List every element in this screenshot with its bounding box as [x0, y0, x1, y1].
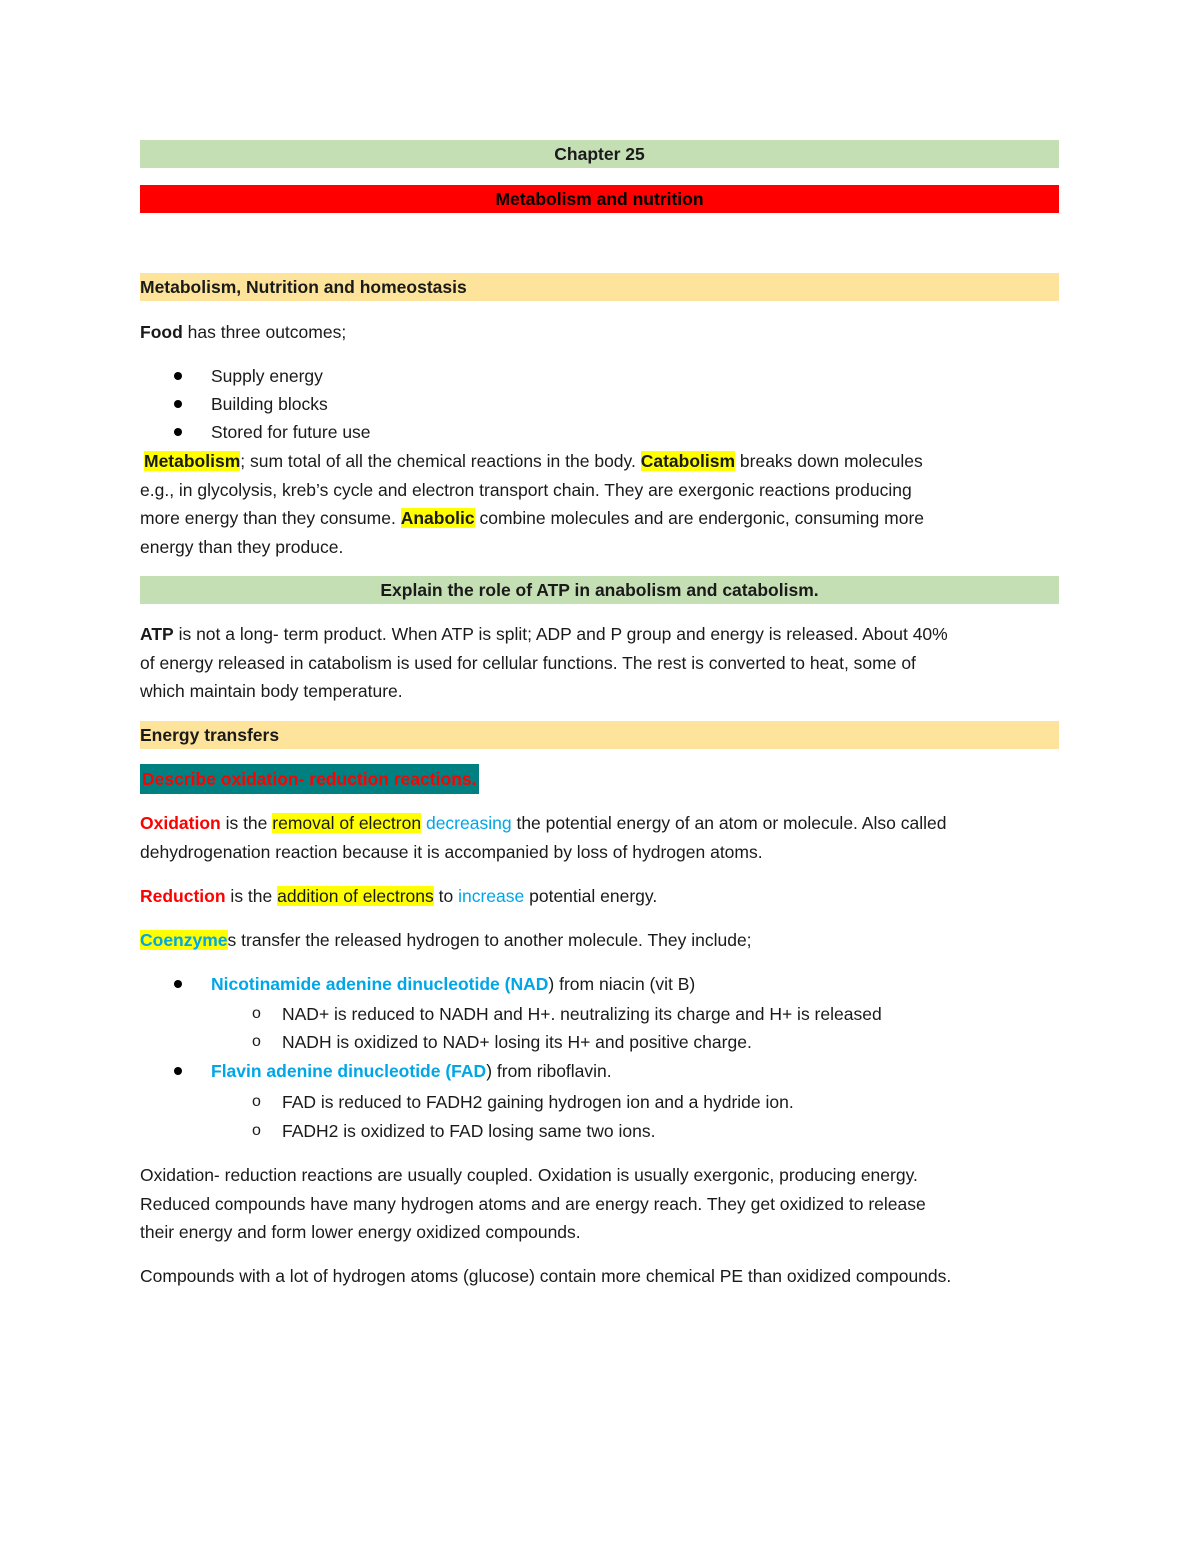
term-atp: ATP [140, 624, 174, 644]
text-run: more energy than they consume. [140, 508, 401, 528]
food-term: Food [140, 322, 183, 342]
section-heading-energy: Energy transfers [140, 721, 1059, 749]
paragraph-line [144, 447, 1063, 476]
highlight-removal: removal of electron [272, 813, 422, 833]
term-nad: Nicotinamide adenine dinucleotide (NAD [211, 974, 549, 994]
chapter-title: Chapter 25 [140, 140, 1059, 168]
circle-bullet-icon: o [252, 1093, 261, 1110]
term-metabolism: Metabolism [144, 451, 241, 471]
chapter-subtitle: Metabolism and nutrition [140, 185, 1059, 213]
term-decreasing: decreasing [425, 813, 512, 833]
sub-list-item: FAD is reduced to FADH2 gaining hydrogen ion and a hydride ion. [282, 1092, 794, 1112]
atp-paragraph [140, 620, 1059, 706]
section-heading-metabolism: Metabolism, Nutrition and homeostasis [140, 273, 1059, 301]
bullet-icon [174, 372, 182, 380]
text-run: combine molecules and are endergonic, consuming more [474, 508, 925, 528]
text-run: is the [225, 886, 278, 906]
term-reduction: Reduction [140, 886, 226, 906]
sub-list-item: NADH is oxidized to NAD+ losing its H+ and positive charge. [282, 1032, 752, 1052]
text-run: ) from riboflavin. [486, 1061, 612, 1081]
paragraph-line [140, 504, 1063, 533]
metabolism-paragraph [140, 447, 1063, 561]
circle-bullet-icon: o [252, 1005, 261, 1022]
text-run: breaks down molecules [735, 451, 923, 471]
list-item: Supply energy [211, 366, 323, 386]
text-run: to [433, 886, 459, 906]
text-run: ; sum total of all the chemical reactions in the body. [240, 451, 641, 471]
sub-list-item: FADH2 is oxidized to FAD losing same two ions. [282, 1121, 656, 1141]
compounds-paragraph: Compounds with a lot of hydrogen atoms (glucose) contain more chemical PE than oxidized compounds. [140, 1266, 952, 1286]
text-run: potential energy. [524, 886, 658, 906]
oxidation-paragraph [140, 809, 1059, 866]
term-fad: Flavin adenine dinucleotide (FAD [211, 1061, 487, 1081]
text-run: ) from niacin (vit B) [548, 974, 696, 994]
paragraph-line: Oxidation- reduction reactions are usually coupled. Oxidation is usually exergonic, producing energy. [140, 1165, 918, 1185]
list-item-fad [211, 1057, 612, 1085]
list-item-nad [211, 970, 695, 998]
text-run: is not a long- term product. When ATP is split; ADP and P group and energy is released. About 40% [173, 624, 948, 644]
paragraph-line: of energy released in catabolism is used for cellular functions. The rest is converted to heat, some of [140, 652, 916, 673]
text-run: is the [220, 813, 273, 833]
reduction-line [140, 882, 1059, 911]
section-heading-atp: Explain the role of ATP in anabolism and catabolism. [140, 576, 1059, 604]
paragraph-line [140, 809, 1059, 838]
sub-list-item: NAD+ is reduced to NADH and H+. neutralizing its charge and H+ is released [282, 1004, 882, 1024]
bullet-icon [174, 1067, 182, 1075]
paragraph-line [140, 620, 1059, 649]
text-run: the potential energy of an atom or molecule. Also called [511, 813, 947, 833]
term-catabolism: Catabolism [640, 451, 736, 471]
term-anabolic: Anabolic [400, 508, 475, 528]
term-coenzyme: Coenzyme [140, 930, 228, 950]
food-rest: has three outcomes; [182, 322, 347, 342]
paragraph-line: their energy and form lower energy oxidized compounds. [140, 1222, 581, 1242]
bullet-icon [174, 980, 182, 988]
food-line [140, 318, 1059, 347]
text-run: s transfer the released hydrogen to another molecule. They include; [227, 930, 752, 950]
circle-bullet-icon: o [252, 1033, 261, 1050]
paragraph-line: energy than they produce. [140, 536, 344, 557]
circle-bullet-icon: o [252, 1122, 261, 1139]
bullet-icon [174, 400, 182, 408]
redox-paragraph [140, 1161, 1059, 1247]
term-increase: increase [458, 886, 525, 906]
paragraph-line: dehydrogenation reaction because it is accompanied by loss of hydrogen atoms. [140, 841, 763, 862]
subheading-redox: Describe oxidation- reduction reactions. [140, 764, 479, 794]
paragraph-line: e.g., in glycolysis, kreb’s cycle and electron transport chain. They are exergonic reactions producing [140, 479, 912, 500]
bullet-icon [174, 428, 182, 436]
coenzyme-line [140, 926, 1059, 955]
paragraph-line: Reduced compounds have many hydrogen atoms and are energy reach. They get oxidized to release [140, 1193, 926, 1214]
highlight-addition: addition of electrons [277, 886, 434, 906]
paragraph-line: which maintain body temperature. [140, 681, 403, 701]
list-item: Stored for future use [211, 422, 371, 442]
list-item: Building blocks [211, 394, 328, 414]
term-oxidation: Oxidation [140, 813, 221, 833]
